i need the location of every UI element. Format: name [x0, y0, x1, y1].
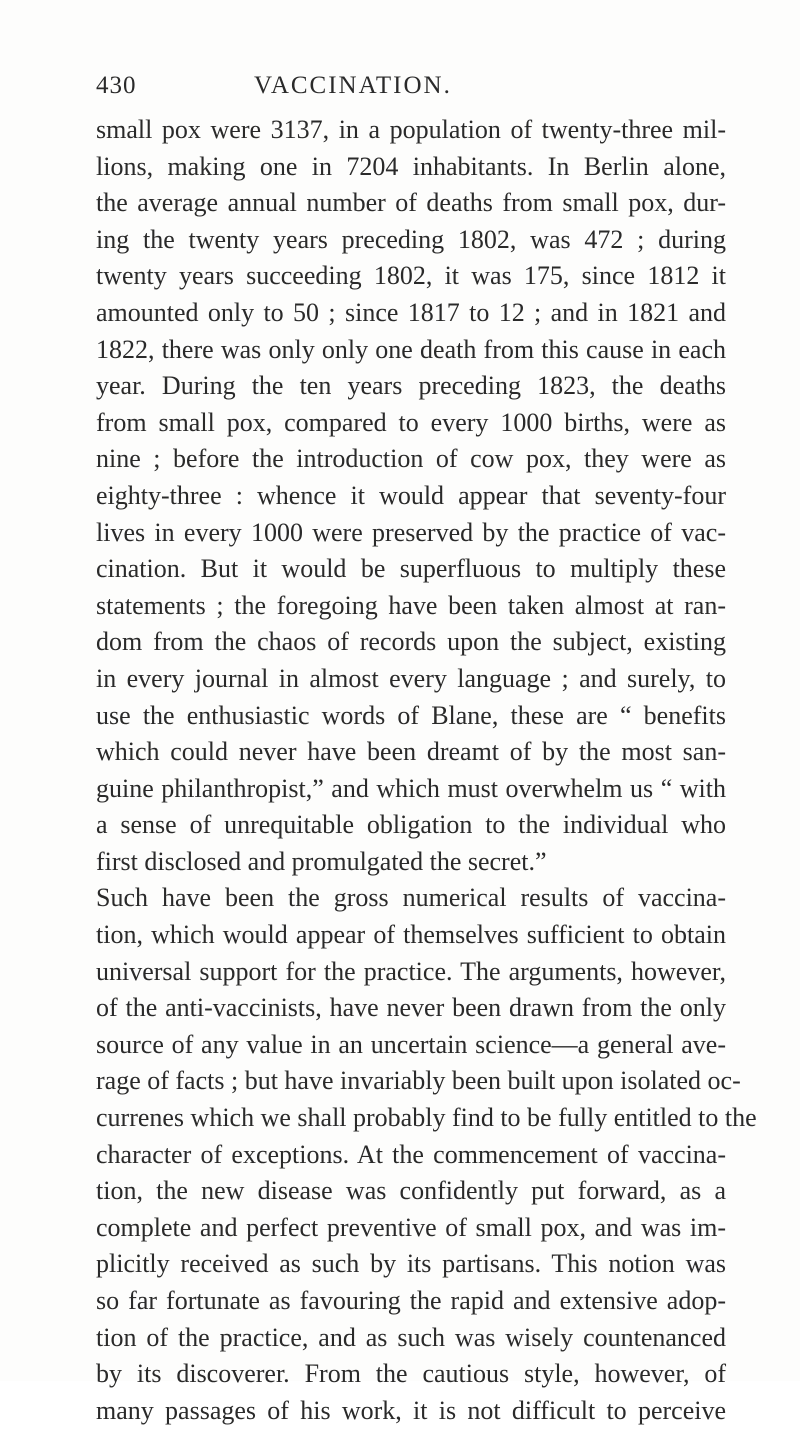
text-line: year. During the ten years preceding 1823, the deaths — [96, 371, 726, 401]
text-line: 1822, there was only only one death from this cause in each — [96, 334, 726, 364]
text-line: ing the twenty years preceding 1802, was 472 ; during — [96, 224, 726, 254]
text-line: character of exceptions. At the commencement of vaccina- — [96, 1139, 726, 1169]
text-line: tion of the practice, and as such was wisely countenanced — [96, 1322, 726, 1352]
text-line: small pox were 3137, in a population of twenty-three mil- — [96, 115, 726, 144]
text-line: the average annual number of deaths from small pox, dur- — [96, 188, 726, 218]
page-number: 430 — [96, 72, 137, 99]
text-line-paragraph-start: Such have been the gross numerical results of vaccina- — [96, 883, 726, 913]
text-line: universal support for the practice. The arguments, however, — [96, 956, 726, 986]
text-line: of the anti-vaccinists, have never been drawn from the only — [96, 993, 726, 1023]
text-line: dom from the chaos of records upon the subject, existing — [96, 627, 726, 657]
text-line: tion, the new disease was confidently put forward, as a — [96, 1176, 726, 1206]
running-head — [96, 72, 710, 102]
running-title: VACCINATION. — [254, 72, 452, 99]
text-line: source of any value in an uncertain science—a general ave- — [96, 1029, 726, 1059]
text-line: so far fortunate as favouring the rapid and extensive adop- — [96, 1286, 726, 1315]
text-line: which could never have been dreamt of by the most san- — [96, 737, 726, 767]
text-line: statements ; the foregoing have been taken almost at ran- — [96, 590, 726, 620]
text-line: from small pox, compared to every 1000 births, were as — [96, 407, 726, 437]
text-line: rage of facts ; but have invariably been built upon isolated oc- — [96, 1066, 741, 1096]
body-text — [96, 112, 757, 1429]
text-line: plicitly received as such by its partisans. This notion was — [96, 1249, 726, 1279]
text-line: currenes which we shall probably find to be fully entitled to the — [96, 1103, 757, 1133]
text-line: amounted only to 50 ; since 1817 to 12 ; and in 1821 and — [96, 297, 726, 327]
text-line: lions, making one in 7204 inhabitants. In Berlin alone, — [96, 151, 726, 181]
text-line: tion, which would appear of themselves sufficient to obtain — [96, 920, 726, 950]
text-line: many passages of his work, it is not difficult to perceive — [96, 1395, 726, 1425]
text-line: twenty years succeeding 1802, it was 175, since 1812 it — [96, 261, 726, 291]
text-line: use the enthusiastic words of Blane, these are “ benefits — [96, 700, 726, 730]
text-line: cination. But it would be superfluous to multiply these — [96, 554, 726, 584]
text-line: lives in every 1000 were preserved by the practice of vac- — [96, 517, 726, 547]
text-line: a sense of unrequitable obligation to the individual who — [96, 810, 726, 840]
text-line-paragraph-end: first disclosed and promulgated the secret.” — [96, 846, 547, 876]
text-line: nine ; before the introduction of cow pox, they were as — [96, 444, 726, 474]
text-line: eighty-three : whence it would appear that seventy-four — [96, 480, 726, 510]
text-line: by its discoverer. From the cautious style, however, of — [96, 1359, 726, 1389]
text-line: in every journal in almost every language ; and surely, to — [96, 663, 726, 693]
text-line: complete and perfect preventive of small pox, and was im- — [96, 1212, 726, 1242]
text-line: guine philanthropist,” and which must overwhelm us “ with — [96, 773, 726, 803]
